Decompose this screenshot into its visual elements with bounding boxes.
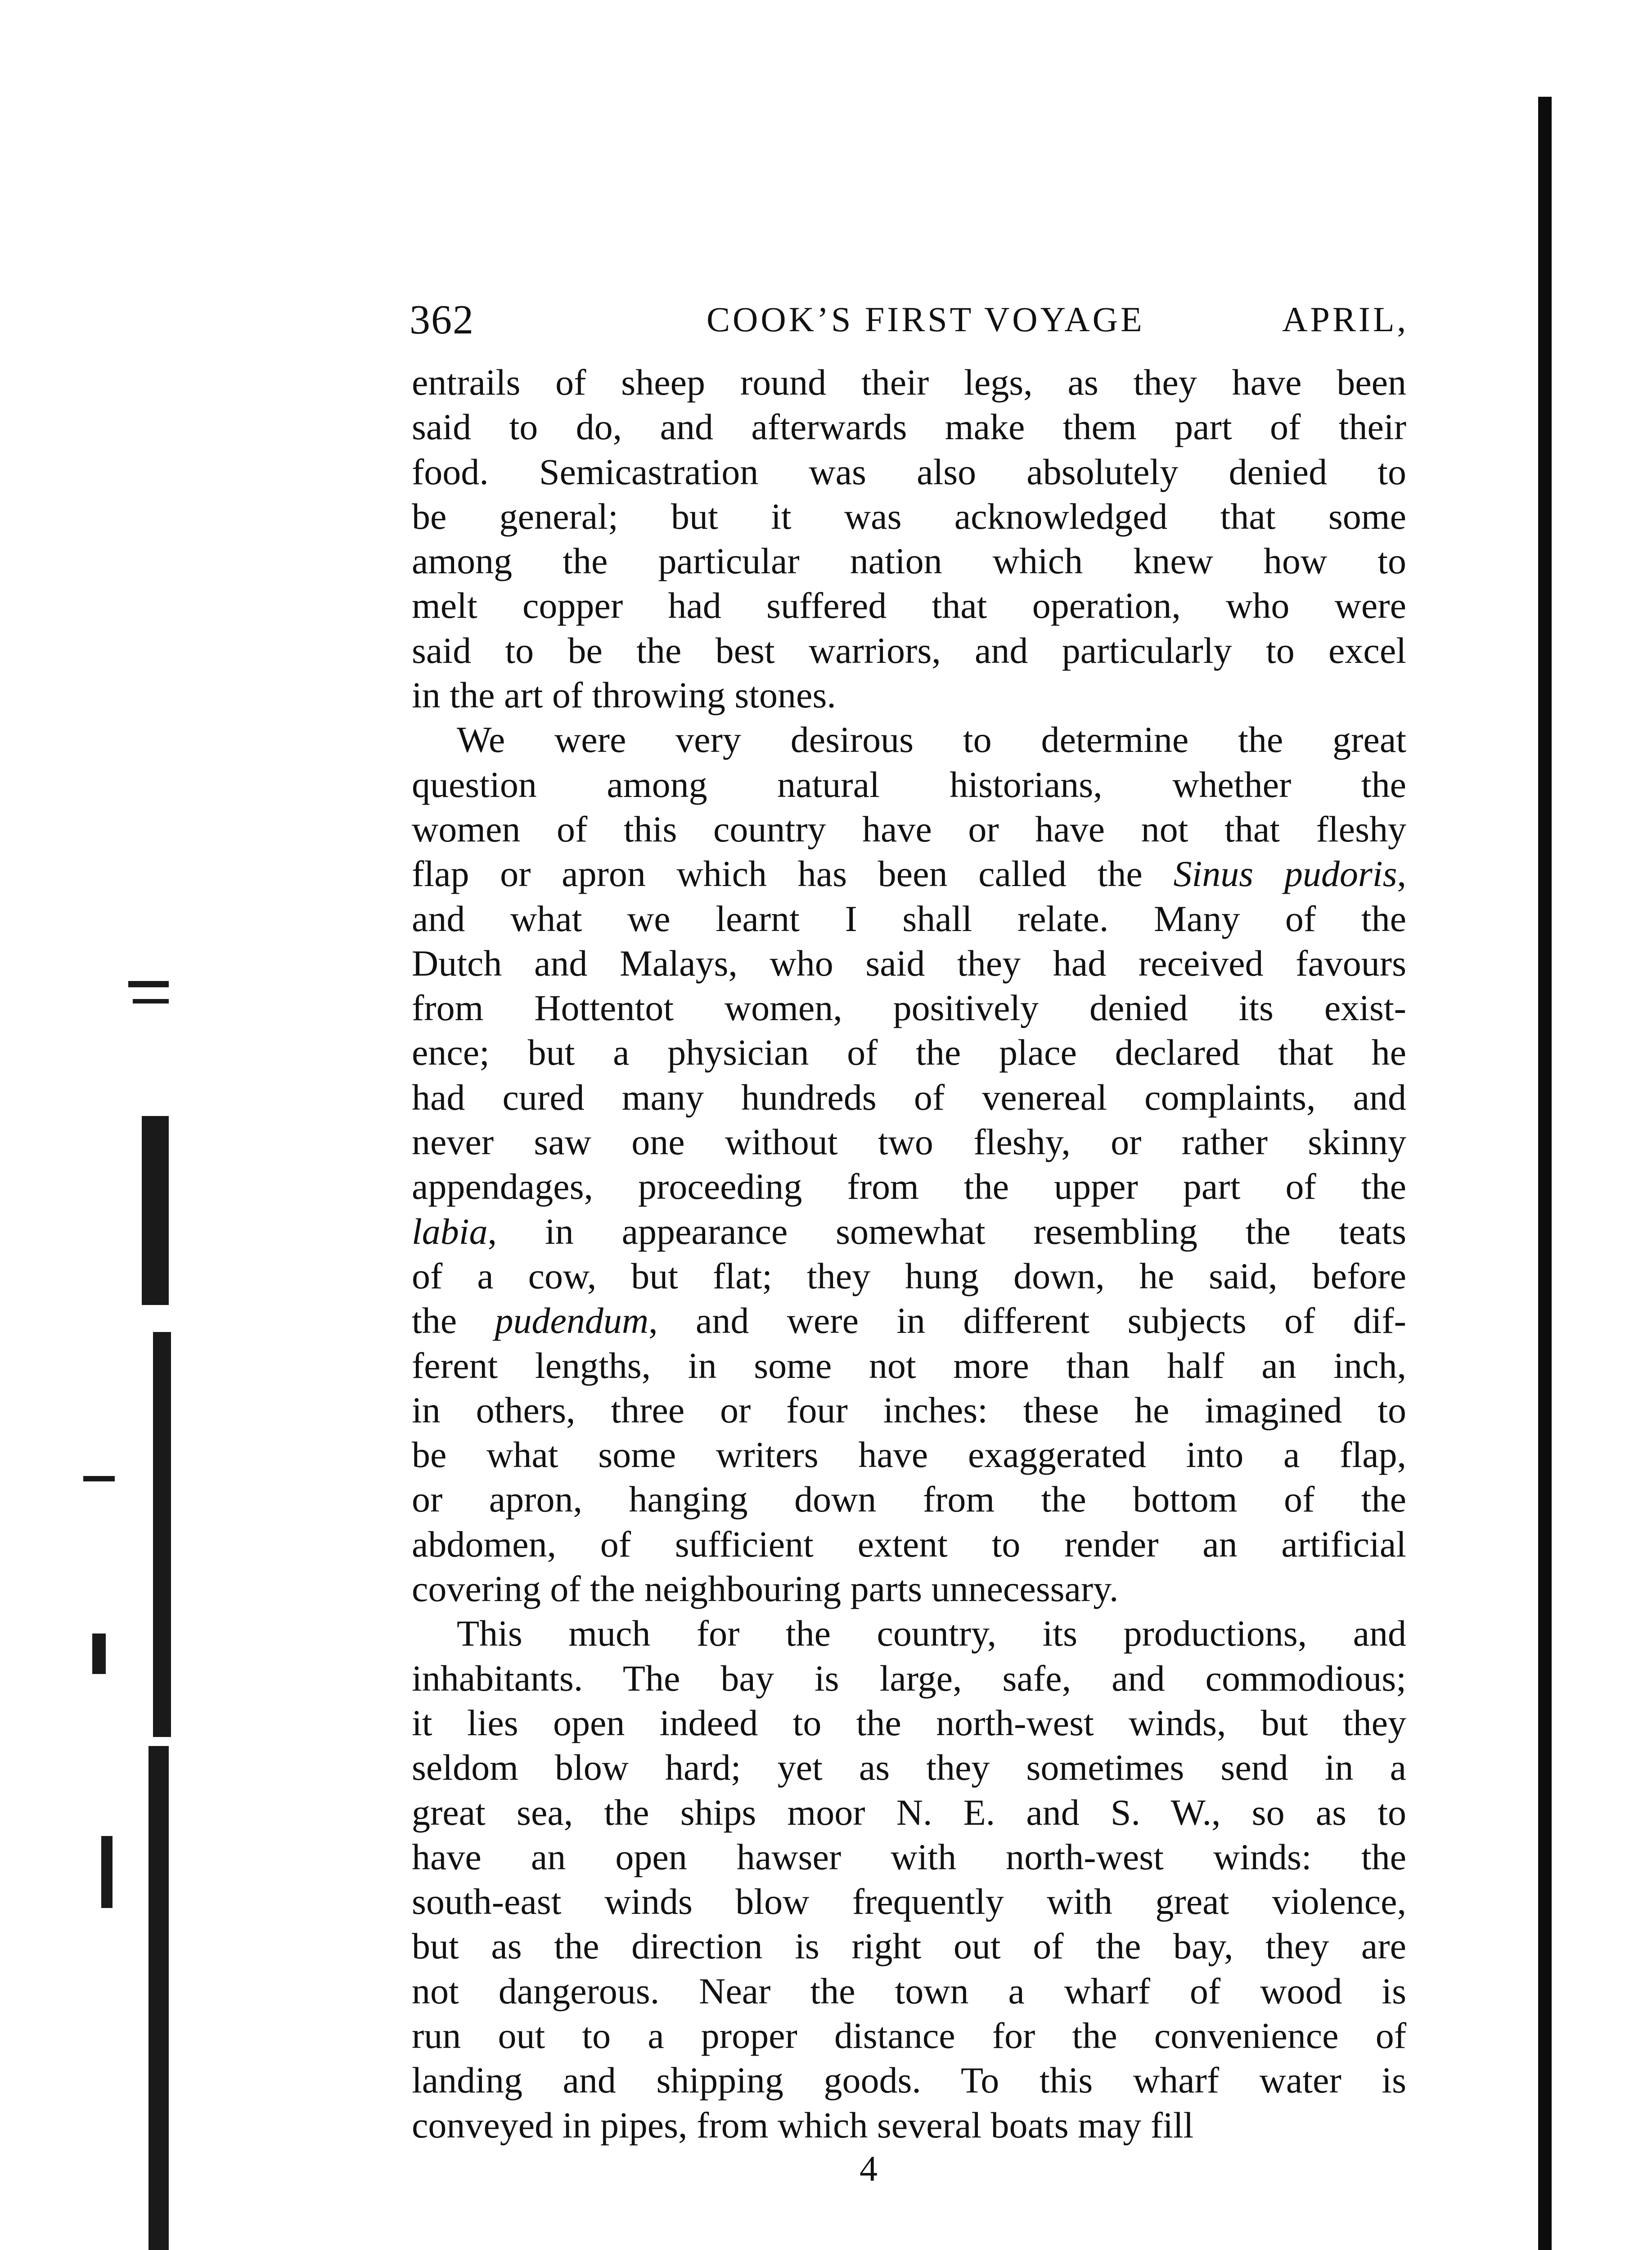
text-line: landing and shipping goods. To this wharf water is — [412, 2060, 1406, 2101]
text-line: and what we learnt I shall relate. Many of the — [412, 898, 1406, 939]
text-line: run out to a proper distance for the convenience of — [412, 2015, 1406, 2056]
text-line: appendages, proceeding from the upper part of the — [412, 1166, 1406, 1207]
text-line: be general; but it was acknowledged that some — [412, 495, 1406, 537]
text-line: but as the direction is right out of the bay, they are — [412, 1926, 1406, 1967]
text-line: flap or apron which has been called the Sinus pudoris, — [412, 853, 1406, 895]
text-line: ferent lengths, in some not more than half an inch, — [412, 1345, 1406, 1386]
text-line: among the particular nation which knew how to — [412, 540, 1406, 582]
text-line: question among natural historians, whether the — [412, 764, 1406, 805]
text-line: in the art of throwing stones. — [412, 675, 836, 716]
text-line: said to do, and afterwards make them part of their — [412, 406, 1406, 448]
text-line: seldom blow hard; yet as they sometimes send in a — [412, 1747, 1406, 1788]
body-text — [412, 360, 1406, 2147]
running-month: APRIL, — [1282, 300, 1409, 339]
text-line: not dangerous. Near the town a wharf of wood is — [412, 1970, 1406, 2012]
text-line: in others, three or four inches: these he imagined to — [412, 1389, 1406, 1431]
text-line: covering of the neighbouring parts unnecessary. — [412, 1568, 1119, 1610]
text-line: entrails of sheep round their legs, as they have been — [412, 362, 1406, 403]
text-line: south-east winds blow frequently with great violence, — [412, 1881, 1406, 1922]
text-line: of a cow, but flat; they hung down, he said, before — [412, 1255, 1406, 1296]
text-line: it lies open indeed to the north-west winds, but they — [412, 1702, 1406, 1743]
scan-edge-bar — [1538, 97, 1552, 2250]
text-line: from Hottentot women, positively denied its exist- — [412, 987, 1406, 1029]
text-line: melt copper had suffered that operation, who were — [412, 585, 1406, 626]
running-head — [410, 295, 1409, 344]
text-line: had cured many hundreds of venereal complaints, and — [412, 1076, 1406, 1118]
text-line: inhabitants. The bay is large, safe, and commodious; — [412, 1657, 1406, 1699]
text-line: We were very desirous to determine the great — [457, 719, 1406, 760]
text-line: Dutch and Malays, who said they had received favours — [412, 942, 1406, 984]
catchword: 4 — [860, 2149, 878, 2189]
scan-gutter-artifact — [74, 981, 187, 2250]
text-line: food. Semicastration was also absolutely denied to — [412, 451, 1406, 492]
text-line: ence; but a physician of the place declared that he — [412, 1032, 1406, 1073]
text-line: never saw one without two fleshy, or rather skinny — [412, 1121, 1406, 1163]
text-line: great sea, the ships moor N. E. and S. W., so as to — [412, 1791, 1406, 1833]
text-line: said to be the best warriors, and particularly to excel — [412, 630, 1406, 671]
text-line: be what some writers have exaggerated into a flap, — [412, 1434, 1406, 1476]
text-line: conveyed in pipes, from which several boats may fill — [412, 2104, 1194, 2146]
text-line: women of this country have or have not that fleshy — [412, 808, 1406, 850]
text-line: This much for the country, its productions, and — [457, 1613, 1406, 1654]
text-line: the pudendum, and were in different subjects of dif- — [412, 1300, 1406, 1341]
page-number: 362 — [410, 297, 474, 342]
running-title: COOK’S FIRST VOYAGE — [707, 300, 1145, 339]
text-line: or apron, hanging down from the bottom of the — [412, 1479, 1406, 1520]
text-line: abdomen, of sufficient extent to render an artificial — [412, 1523, 1406, 1565]
text-line: have an open hawser with north-west winds: the — [412, 1836, 1406, 1877]
text-line: labia, in appearance somewhat resembling the teats — [412, 1210, 1406, 1252]
